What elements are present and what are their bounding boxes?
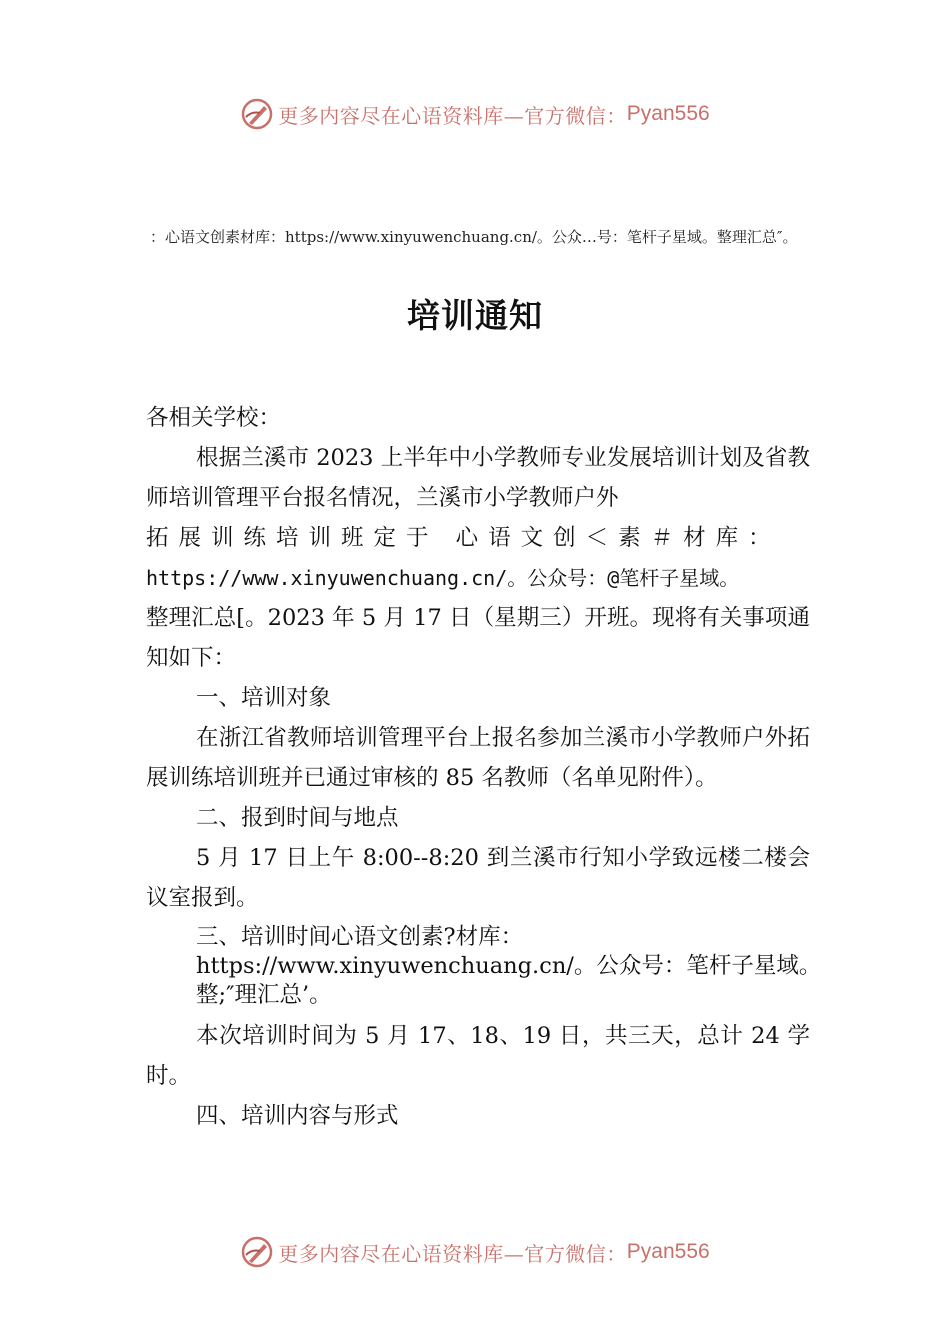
banner-text: 更多内容尽在心语资料库—官方微信： <box>278 1241 627 1266</box>
source-note: ：心语文创素材库：https://www.xinyuwenchuang.cn/。公众…号：笔杆子星域。整理汇总″。 <box>150 228 798 246</box>
footer-banner <box>0 1232 950 1272</box>
banner-wechat-id: Pyan556 <box>626 102 710 125</box>
intro-paragraph-part4: 整理汇总[。2023 年 5 月 17 日（星期三）开班。现将有关事项通知如下： <box>146 605 810 671</box>
intro-url-text: https://www.xinyuwenchuang.cn/。公众号：@笔杆子星域。 <box>146 566 740 590</box>
page-title: 培训通知 <box>407 296 543 335</box>
quill-pen-logo-icon <box>240 1235 274 1269</box>
banner-text: 更多内容尽在心语资料库—官方微信： <box>278 103 627 128</box>
section-4-heading: 四、培训内容与形式 <box>196 1103 399 1129</box>
intro-paragraph-part1: 根据兰溪市 2023 上半年中小学教师专业发展培训计划及省教师培训管理平台报名情况，兰溪市小学教师户外 <box>146 445 810 511</box>
section-3-text: 本次培训时间为 5 月 17、18、19 日，共三天，总计 24 学时。 <box>146 1023 810 1089</box>
section-2-heading: 二、报到时间与地点 <box>196 805 399 831</box>
header-banner <box>0 94 950 134</box>
quill-pen-logo-icon <box>240 97 274 131</box>
intro-paragraph-url-line <box>146 558 810 598</box>
section-3-heading: 三、培训时间心语文创素?材库：https://www.xinyuwenchuang.cn/。公众号：笔杆子星域。整;″理汇总’。 <box>196 924 822 1008</box>
intro-paragraph-part2: 拓展训练培训班定于 心语文创＜素＃材库： <box>146 525 781 551</box>
banner-wechat-id: Pyan556 <box>626 1240 710 1263</box>
section-2-text: 5 月 17 日上午 8:00--8:20 到兰溪市行知小学致远楼二楼会议室报到。 <box>146 845 810 911</box>
document-body <box>146 398 822 1136</box>
section-1-text: 在浙江省教师培训管理平台上报名参加兰溪市小学教师户外拓展训练培训班并已通过审核的 85 名教师（名单见附件）。 <box>146 725 810 791</box>
section-1-heading: 一、培训对象 <box>196 685 332 711</box>
salutation: 各相关学校： <box>146 405 282 431</box>
